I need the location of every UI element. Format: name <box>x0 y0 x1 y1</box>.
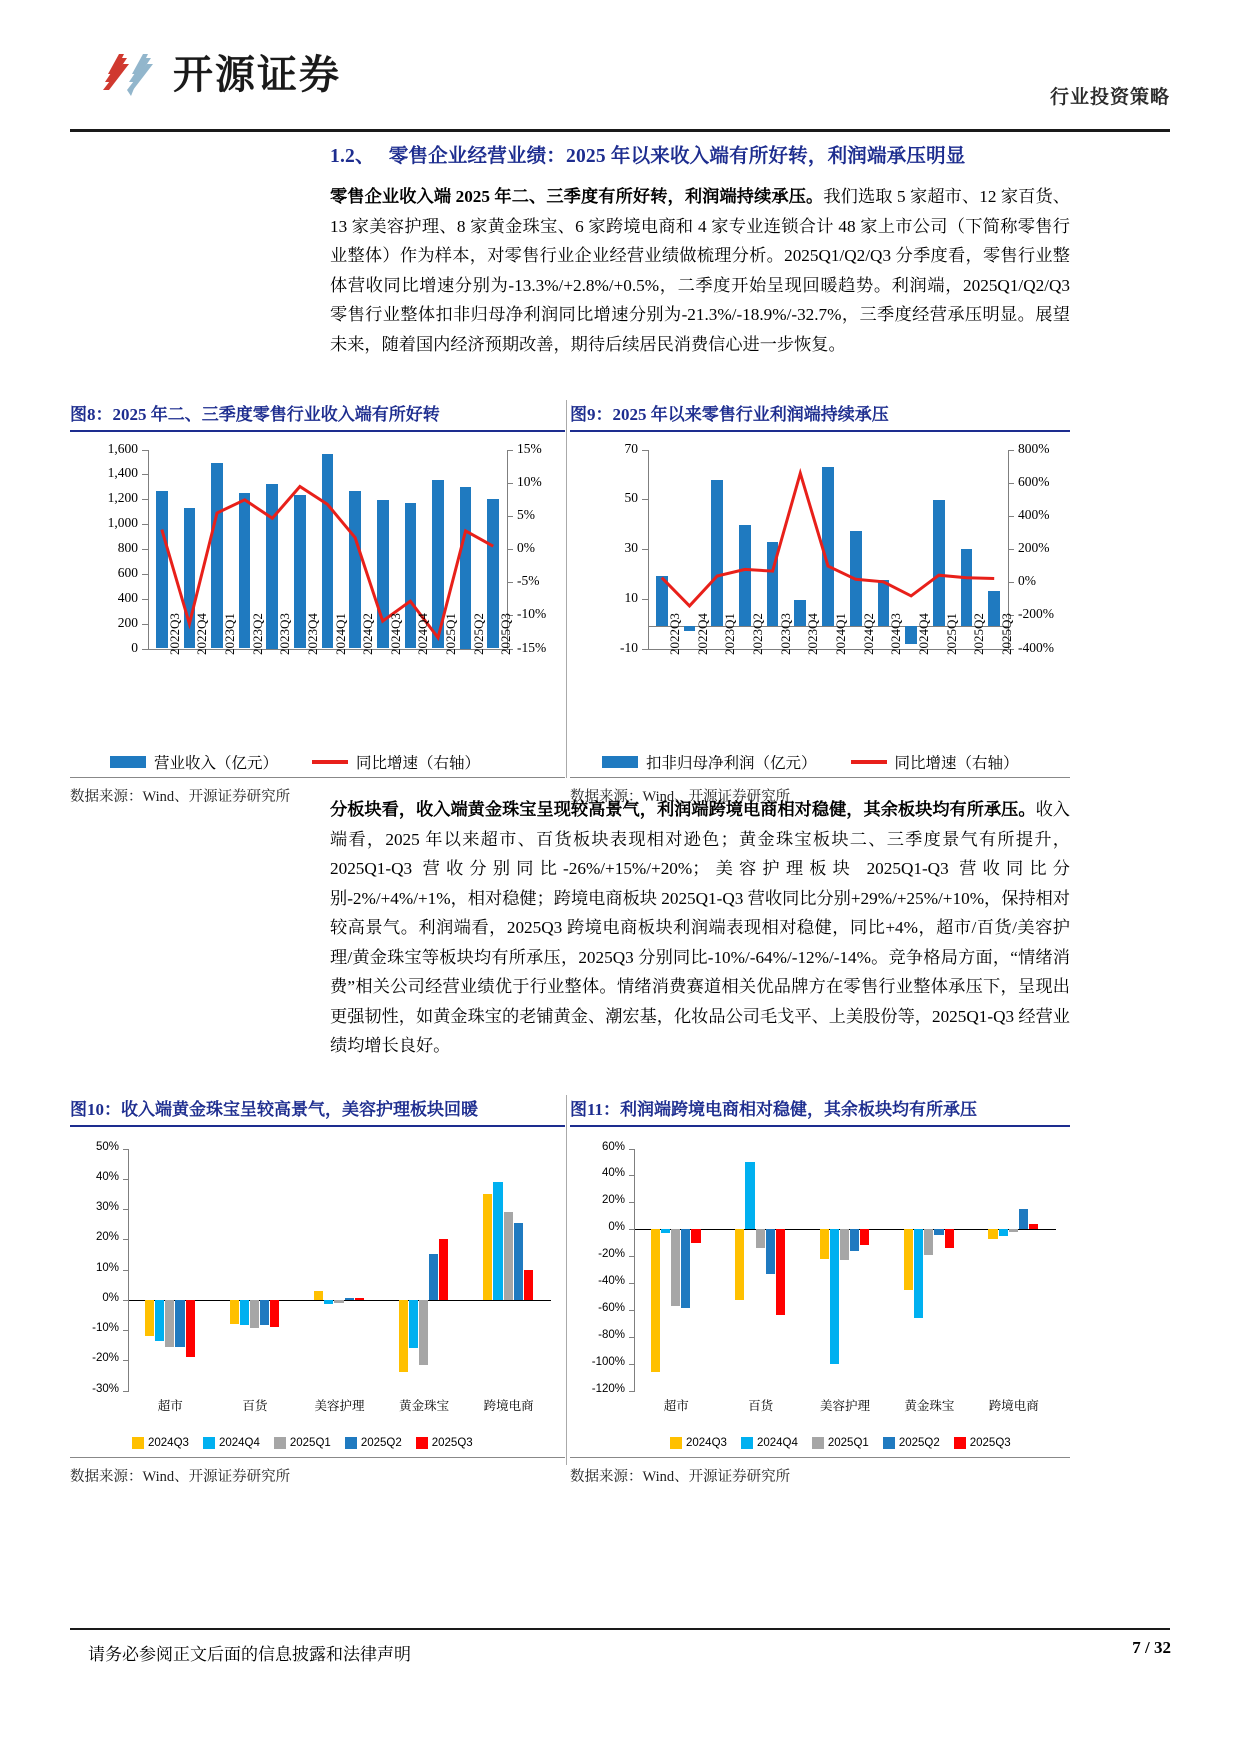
left-axis-label: 30 <box>624 540 638 555</box>
figure-9-source-rule <box>570 777 1070 778</box>
bar-黄金珠宝-2025Q1 <box>419 1300 428 1365</box>
x-axis-label: 2023Q3 <box>777 612 793 655</box>
bar-跨境电商-2025Q2 <box>1019 1209 1028 1229</box>
legend-swatch-icon <box>274 1437 286 1449</box>
x-axis-label: 2025Q2 <box>470 612 486 655</box>
y-axis-label: 30% <box>95 1201 119 1213</box>
bar-2023Q4 <box>294 495 306 648</box>
bar-2024Q3 <box>377 500 389 649</box>
figure-9-chart <box>570 432 1070 777</box>
bar-2025Q1 <box>933 500 945 626</box>
figure-8 <box>70 400 565 806</box>
y-axis-label: -100% <box>591 1355 625 1368</box>
left-tick <box>642 599 648 600</box>
bar-2023Q2 <box>239 493 251 648</box>
category-label: 超市 <box>157 1398 183 1413</box>
y-tick <box>123 1239 129 1240</box>
bar-美容护理-2025Q2 <box>850 1229 859 1251</box>
legend-swatch-bar-icon <box>602 756 638 768</box>
x-axis-label: 2024Q3 <box>387 612 403 655</box>
x-axis-label: 2024Q1 <box>833 612 848 655</box>
bar-黄金珠宝-2024Q3 <box>399 1300 408 1373</box>
x-axis-label: 2022Q4 <box>194 612 210 655</box>
y-axis-label: -40% <box>598 1274 625 1287</box>
left-tick <box>142 624 148 625</box>
figure-9-source: 数据来源：Wind、开源证券研究所 <box>570 788 791 805</box>
x-axis-label: 2024Q4 <box>916 612 932 655</box>
bar-2025Q1 <box>432 480 444 649</box>
bar-美容护理-2025Q2 <box>345 1298 354 1300</box>
left-axis-label: 10 <box>624 589 638 605</box>
category-label: 百货 <box>748 1398 774 1413</box>
x-axis-label: 2023Q2 <box>249 612 265 655</box>
brand-logo <box>95 40 341 102</box>
y-axis-line <box>634 1149 635 1391</box>
legend-item-line <box>851 751 1019 773</box>
right-axis-label: 200% <box>1018 540 1050 555</box>
right-axis-label: -200% <box>1018 606 1054 622</box>
right-axis-label: -5% <box>517 573 540 589</box>
x-axis-label: 2022Q4 <box>694 612 710 655</box>
paragraph-1 <box>330 182 1070 359</box>
y-axis-label: 20% <box>95 1231 119 1244</box>
x-axis-label: 2025Q3 <box>999 612 1015 655</box>
bar-超市-2025Q1 <box>671 1229 680 1306</box>
left-axis-line <box>148 450 149 649</box>
right-axis-label: -10% <box>517 606 547 622</box>
legend-label: 2024Q3 <box>686 1436 727 1449</box>
legend-label: 2025Q2 <box>898 1436 940 1449</box>
chart-legend <box>110 751 480 773</box>
y-axis-label: 0% <box>102 1291 119 1304</box>
bar-跨境电商-2025Q2 <box>514 1223 523 1300</box>
legend-item-2025Q1 <box>274 1437 331 1449</box>
right-axis-label: -400% <box>1018 639 1054 655</box>
x-axis-label: 2025Q2 <box>971 612 987 655</box>
paragraph-1-body: 我们选取 5 家超市、12 家百货、13 家美容护理、8 家黄金珠宝、6 家跨境电商和 4 家专业连锁合计 48 家上市公司（下简称零售行业整体）作为样本，对零售行业企业经营业绩做梳理分析。2025Q1/Q2/Q3 分季度看，零售行业整体营收同比增速分别为-13.3%/+2.8%/+0.5%，二季度开始呈现回暖趋势。利润端，2025Q1/Q2/Q3 零售行业整体扣非归母净利润同比增速分别为-21.3%/-18.9%/-32.7%，三季度经营承压明显。展望未来，随着国内经济预期改善，期待后续居民消费信心进一步恢复。 <box>330 187 1070 354</box>
x-axis-label: 2023Q3 <box>277 612 293 655</box>
left-axis-label: 200 <box>117 614 138 630</box>
section-title: 零售企业经营业绩：2025 年以来收入端有所好转，利润端承压明显 <box>388 146 966 167</box>
kaiyuan-flame-logo-icon <box>95 40 159 102</box>
bar-美容护理-2024Q3 <box>820 1229 829 1259</box>
legend-label: 2025Q3 <box>969 1436 1011 1449</box>
figure-column-divider-top <box>566 400 567 778</box>
bar-美容护理-2024Q4 <box>830 1229 839 1363</box>
y-tick <box>123 1149 129 1150</box>
bar-超市-2025Q2 <box>175 1300 184 1347</box>
footer-page-number: 7 / 32 <box>1132 1638 1171 1657</box>
category-label: 跨境电商 <box>483 1398 534 1413</box>
bar-百货-2025Q2 <box>766 1229 775 1273</box>
x-axis-label: 2024Q2 <box>860 612 876 655</box>
paragraph-2 <box>330 795 1070 1061</box>
x-axis-label: 2023Q4 <box>304 612 320 655</box>
y-tick <box>629 1202 635 1203</box>
y-tick <box>629 1391 635 1392</box>
bar-跨境电商-2024Q4 <box>999 1229 1008 1236</box>
x-axis-label: 2023Q4 <box>805 612 821 655</box>
header-divider <box>70 129 1170 132</box>
brand-name: 开源证券 <box>173 52 341 97</box>
paragraph-2-body: 收入端看，2025 年以来超市、百货板块表现相对逊色；黄金珠宝板块二、三季度景气有所提升，2025Q1-Q3 营收分别同比-26%/+15%/+20%；美容护理板块 2025Q1-Q3 营收同比分别-2%/+4%/+1%，相对稳健；跨境电商板块 2025Q1-Q3 营收同比分别+29%/+25%/+10%，保持相对较高景气。利润端看，2025Q3 跨境电商板块利润端表现相对稳健，同比+4%，超市/百货/美容护理/黄金珠宝等板块均有所承压，2025Q3 分别同比-10%/-64%/-12%/-14%。竞争格局方面，“情绪消费”相关公司经营业绩优于行业整体。情绪消费赛道相关优品牌方在零售行业整体承压下，呈现出更强韧性，如黄金珠宝的老铺黄金、潮宏基，化妆品公司毛戈平、上美股份等，2025Q1-Q3 经营业绩均增长良好。 <box>330 800 1070 1055</box>
bar-百货-2025Q1 <box>756 1229 765 1248</box>
bar-跨境电商-2025Q3 <box>524 1270 533 1300</box>
bar-超市-2025Q1 <box>165 1300 174 1347</box>
bar-百货-2025Q2 <box>260 1300 269 1326</box>
right-axis-label: 5% <box>517 506 535 522</box>
category-label: 跨境电商 <box>988 1398 1039 1413</box>
left-axis-label: 800 <box>117 540 138 555</box>
legend-item-2024Q4 <box>741 1437 798 1449</box>
left-axis-label: 1,600 <box>107 440 138 456</box>
right-axis-label: 600% <box>1018 473 1050 489</box>
chart-legend <box>602 751 1019 773</box>
bar-美容护理-2025Q3 <box>860 1229 869 1245</box>
y-axis-label: -20% <box>92 1352 119 1365</box>
bar-2024Q2 <box>850 531 862 626</box>
figure-11-chart <box>570 1127 1070 1457</box>
bar-跨境电商-2024Q4 <box>493 1182 502 1300</box>
y-tick <box>123 1209 129 1210</box>
bar-跨境电商-2025Q1 <box>504 1212 513 1300</box>
bar-超市-2025Q3 <box>186 1300 195 1357</box>
legend-label: 2025Q2 <box>360 1436 402 1449</box>
bar-黄金珠宝-2025Q1 <box>924 1229 933 1255</box>
left-axis-label: 400 <box>117 589 138 605</box>
figure-11-source: 数据来源：Wind、开源证券研究所 <box>570 1468 791 1485</box>
bar-百货-2024Q3 <box>230 1300 239 1324</box>
left-tick <box>142 474 148 475</box>
bar-2023Q2 <box>739 525 751 627</box>
figure-8-source: 数据来源：Wind、开源证券研究所 <box>70 788 291 805</box>
left-tick <box>142 599 148 600</box>
bar-黄金珠宝-2025Q2 <box>429 1254 438 1299</box>
left-axis-line <box>648 450 649 649</box>
legend-item-2024Q3 <box>670 1437 727 1449</box>
right-tick <box>1008 516 1014 517</box>
figure-10-chart <box>70 1127 565 1457</box>
bar-超市-2025Q3 <box>691 1229 700 1242</box>
bar-跨境电商-2024Q3 <box>988 1229 997 1238</box>
figure-9-title: 图9：2025 年以来零售行业利润端持续承压 <box>570 405 889 424</box>
y-tick <box>123 1330 129 1331</box>
legend-item-2024Q3 <box>132 1437 189 1449</box>
bar-2024Q1 <box>322 454 334 648</box>
figure-8-source-rule <box>70 777 565 778</box>
legend-label-line: 同比增速（右轴） <box>894 754 1019 772</box>
figure-10-source: 数据来源：Wind、开源证券研究所 <box>70 1468 291 1485</box>
bar-黄金珠宝-2024Q3 <box>904 1229 913 1290</box>
left-axis-label: -10 <box>620 639 638 655</box>
bar-2023Q1 <box>711 480 723 626</box>
bar-超市-2024Q3 <box>651 1229 660 1372</box>
right-axis-label: 0% <box>517 540 535 555</box>
bar-跨境电商-2025Q3 <box>1029 1224 1038 1229</box>
x-axis-label: 2025Q3 <box>498 612 514 655</box>
bar-2023Q3 <box>767 542 779 626</box>
bar-黄金珠宝-2025Q2 <box>934 1229 943 1234</box>
bar-百货-2024Q4 <box>745 1162 754 1229</box>
left-tick <box>142 574 148 575</box>
y-tick <box>123 1360 129 1361</box>
legend-label-line: 同比增速（右轴） <box>356 754 481 772</box>
y-tick <box>629 1229 635 1230</box>
y-tick <box>629 1256 635 1257</box>
y-axis-label: -10% <box>92 1322 119 1334</box>
right-tick <box>1008 450 1014 451</box>
figure-column-divider-bottom <box>566 1095 567 1465</box>
bar-黄金珠宝-2025Q3 <box>945 1229 954 1248</box>
right-axis-label: 10% <box>517 473 542 489</box>
page-header <box>70 22 1170 122</box>
left-tick <box>142 649 148 650</box>
legend-item-2025Q2 <box>345 1437 402 1449</box>
right-tick <box>507 582 513 583</box>
y-axis-label: 20% <box>601 1194 625 1207</box>
category-label: 百货 <box>242 1398 268 1413</box>
bar-百货-2024Q3 <box>735 1229 744 1300</box>
bar-超市-2025Q2 <box>681 1229 690 1308</box>
doc-type-label: 行业投资策略 <box>1049 87 1170 108</box>
figure-8-chart <box>70 432 565 777</box>
legend-item-bar <box>110 751 278 773</box>
legend-label: 2025Q3 <box>431 1436 473 1449</box>
paragraph-1-lead: 零售企业收入端 2025 年二、三季度有所好转，利润端持续承压。 <box>330 187 824 206</box>
bar-百货-2025Q1 <box>250 1300 259 1329</box>
figure-10 <box>70 1095 565 1486</box>
legend-swatch-icon <box>203 1437 215 1449</box>
category-label: 美容护理 <box>819 1398 870 1413</box>
y-axis-label: 0% <box>608 1221 625 1234</box>
y-tick <box>123 1179 129 1180</box>
x-axis-label: 2024Q1 <box>332 612 348 655</box>
right-axis-label: -15% <box>517 639 547 655</box>
right-axis-label: 0% <box>1018 573 1036 589</box>
y-axis-label: -80% <box>598 1328 625 1341</box>
legend-swatch-icon <box>954 1437 966 1449</box>
figure-11-title: 图11：利润端跨境电商相对稳健，其余板块均有所承压 <box>570 1100 978 1119</box>
legend-swatch-line-icon <box>312 760 348 764</box>
bar-超市-2024Q3 <box>145 1300 154 1336</box>
y-axis-label: -60% <box>598 1301 625 1314</box>
y-axis-label: 40% <box>601 1167 625 1180</box>
bar-超市-2024Q4 <box>661 1229 670 1233</box>
bar-百货-2025Q3 <box>776 1229 785 1315</box>
legend-swatch-line-icon <box>851 760 887 764</box>
right-tick <box>1008 549 1014 550</box>
y-tick <box>123 1300 129 1301</box>
y-axis-label: -30% <box>92 1382 119 1395</box>
bar-百货-2024Q4 <box>240 1300 249 1326</box>
left-axis-label: 0 <box>131 639 138 655</box>
left-axis-label: 70 <box>624 440 638 456</box>
left-tick <box>142 499 148 500</box>
y-tick <box>123 1270 129 1271</box>
legend-swatch-icon <box>670 1437 682 1449</box>
left-tick <box>642 649 648 650</box>
legend-swatch-icon <box>132 1437 144 1449</box>
legend-swatch-icon <box>345 1437 357 1449</box>
y-tick <box>629 1310 635 1311</box>
bar-美容护理-2024Q4 <box>324 1300 333 1305</box>
legend-swatch-icon <box>741 1437 753 1449</box>
left-axis-label: 1,400 <box>107 465 138 481</box>
right-tick <box>1008 483 1014 484</box>
legend-item-2025Q3 <box>954 1437 1011 1449</box>
section-heading <box>330 140 1070 168</box>
bar-美容护理-2025Q1 <box>334 1300 343 1303</box>
x-axis-label: 2025Q1 <box>943 612 959 655</box>
figure-10-source-rule <box>70 1457 565 1458</box>
right-tick <box>507 516 513 517</box>
legend-swatch-icon <box>812 1437 824 1449</box>
figure-9 <box>570 400 1070 806</box>
x-axis-label: 2024Q2 <box>360 612 376 655</box>
bar-2025Q2 <box>460 487 472 649</box>
left-tick <box>642 549 648 550</box>
right-tick <box>507 483 513 484</box>
x-axis-label: 2022Q3 <box>666 612 682 655</box>
chart-legend <box>132 1437 473 1449</box>
footer-disclaimer: 请务必参阅正文后面的信息披露和法律声明 <box>88 1645 411 1664</box>
bar-跨境电商-2025Q1 <box>1009 1229 1018 1232</box>
bar-黄金珠宝-2025Q3 <box>439 1239 448 1300</box>
bar-2022Q3 <box>656 576 668 627</box>
y-tick <box>629 1364 635 1365</box>
figure-11 <box>570 1095 1070 1486</box>
legend-item-bar <box>602 751 817 773</box>
right-axis-label: 400% <box>1018 506 1050 522</box>
y-tick <box>629 1337 635 1338</box>
bar-2022Q4 <box>684 626 696 630</box>
x-axis-label: 2022Q3 <box>166 612 182 655</box>
bar-美容护理-2024Q3 <box>314 1291 323 1300</box>
left-axis-label: 1,200 <box>107 490 138 506</box>
legend-label: 2024Q4 <box>218 1436 260 1449</box>
x-axis-label: 2024Q4 <box>415 612 431 655</box>
category-label: 黄金珠宝 <box>399 1398 450 1413</box>
category-label: 美容护理 <box>314 1398 365 1413</box>
x-axis-label: 2023Q1 <box>722 612 738 655</box>
figure-11-source-rule <box>570 1457 1070 1458</box>
bar-美容护理-2025Q1 <box>840 1229 849 1260</box>
left-tick <box>642 450 648 451</box>
y-axis-label: -20% <box>598 1248 625 1261</box>
left-axis-label: 600 <box>117 564 138 580</box>
bar-百货-2025Q3 <box>270 1300 279 1327</box>
bar-黄金珠宝-2024Q4 <box>914 1229 923 1318</box>
legend-label: 2024Q3 <box>148 1436 189 1449</box>
x-axis-label: 2023Q1 <box>222 612 238 655</box>
y-tick <box>629 1283 635 1284</box>
y-tick <box>123 1391 129 1392</box>
y-tick <box>629 1175 635 1176</box>
footer-divider <box>70 1628 1170 1630</box>
right-tick <box>507 549 513 550</box>
legend-item-line <box>312 751 480 773</box>
legend-label-bar: 营业收入（亿元） <box>154 754 279 772</box>
figure-8-title: 图8：2025 年二、三季度零售行业收入端有所好转 <box>70 405 440 424</box>
left-tick <box>642 499 648 500</box>
category-label: 黄金珠宝 <box>904 1398 955 1413</box>
figure-10-title: 图10：收入端黄金珠宝呈较高景气，美容护理板块回暖 <box>70 1100 478 1119</box>
y-axis-label: 60% <box>601 1140 625 1153</box>
left-axis-label: 1,000 <box>107 515 138 531</box>
x-axis-label: 2024Q3 <box>888 612 904 655</box>
left-tick <box>142 450 148 451</box>
legend-item-2025Q2 <box>883 1437 940 1449</box>
bar-2022Q3 <box>156 491 168 648</box>
legend-label-bar: 扣非归母净利润（亿元） <box>646 754 817 772</box>
legend-item-2024Q4 <box>203 1437 260 1449</box>
legend-swatch-icon <box>416 1437 428 1449</box>
left-tick <box>142 524 148 525</box>
section-number: 1.2、 <box>330 146 375 167</box>
legend-swatch-icon <box>883 1437 895 1449</box>
legend-label: 2025Q1 <box>289 1436 331 1449</box>
y-axis-label: 10% <box>95 1261 119 1274</box>
legend-item-2025Q3 <box>416 1437 473 1449</box>
bar-2024Q1 <box>822 467 834 626</box>
x-axis-label: 2025Q1 <box>442 612 458 655</box>
y-axis-label: 40% <box>95 1170 119 1183</box>
bar-黄金珠宝-2024Q4 <box>409 1300 418 1348</box>
legend-item-2025Q1 <box>812 1437 869 1449</box>
left-axis-label: 50 <box>624 490 638 506</box>
bar-跨境电商-2024Q3 <box>483 1194 492 1300</box>
legend-label: 2025Q1 <box>827 1436 869 1449</box>
y-axis-label: -120% <box>591 1382 625 1395</box>
paragraph-2-lead: 分板块看，收入端黄金珠宝呈现较高景气，利润端跨境电商相对稳健，其余板块均有所承压。 <box>330 800 1036 819</box>
x-axis-label: 2023Q2 <box>749 612 765 655</box>
category-label: 超市 <box>663 1398 689 1413</box>
left-tick <box>142 549 148 550</box>
y-tick <box>629 1149 635 1150</box>
right-axis-label: 15% <box>517 440 542 456</box>
y-axis-label: 50% <box>95 1140 119 1153</box>
right-tick <box>507 450 513 451</box>
bar-超市-2024Q4 <box>155 1300 164 1341</box>
legend-label: 2024Q4 <box>756 1436 798 1449</box>
legend-swatch-bar-icon <box>110 756 146 768</box>
right-axis-label: 800% <box>1018 440 1050 456</box>
right-tick <box>1008 582 1014 583</box>
chart-legend <box>670 1437 1011 1449</box>
bar-美容护理-2025Q3 <box>355 1298 364 1300</box>
